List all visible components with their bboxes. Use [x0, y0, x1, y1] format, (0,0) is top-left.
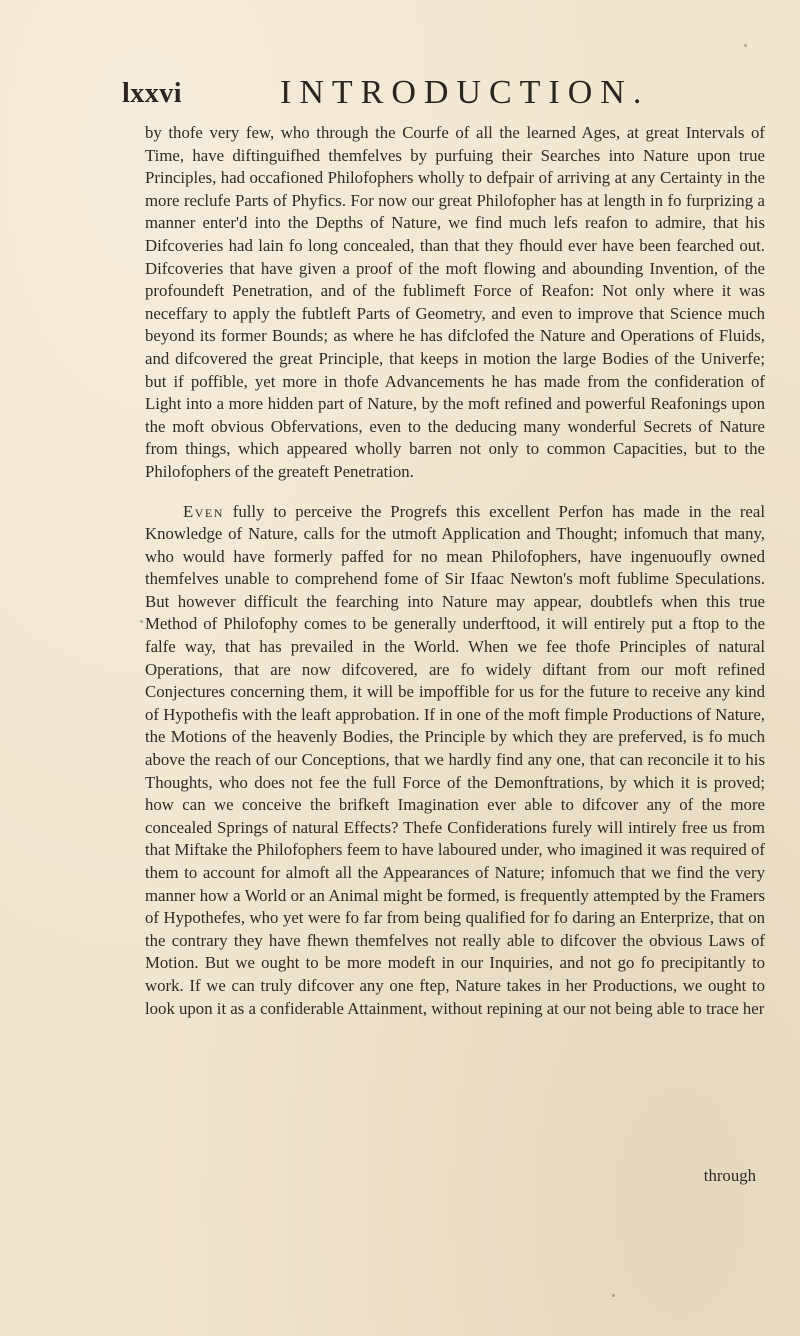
- paper-speck: [744, 44, 747, 47]
- page-header: [122, 70, 762, 118]
- page-number: lxxvi: [122, 78, 183, 109]
- body-text: [145, 122, 765, 1020]
- paragraph-2-lead-word: Even: [183, 501, 224, 521]
- paragraph-2: [145, 501, 765, 1021]
- paper-speck: [140, 620, 143, 623]
- running-head: INTRODUCTION.: [280, 74, 650, 111]
- paper-speck: [612, 1294, 615, 1297]
- paragraph-2-text: fully to perceive the Progrefs this excellent Perfon has made in the real Knowledge of Nature, calls for the utmoft Application and Thought; infomuch that many, who would have formerly paffed for no mean Philofophers, have ingenuoufly owned themfelves unable to comprehend fome of Sir Ifaac Newton's moft fublime Speculations. But however difficult the fearching into Nature may appear, doubtlefs when this true Method of Philofophy comes to be generally underftood, it will entirely put a ftop to the falfe way, that has prevailed in the World. When we fee thofe Principles of natural Operations, that are now difcovered, are fo widely diftant from our moft refined Conjectures concerning them, it will be impoffible for us for the future to receive any kind of Hypothefis with the leaft approbation. If in one of the moft fimple Productions of Nature, the Motions of the heavenly Bodies, the Principle by which they are preferved, is fo much above the reach of our Conceptions, that we hardly find any one, that can reconcile it to his Thoughts, who does not fee the full Force of the Demonftrations, by which it is proved; how can we conceive the brifkeft Imagination ever able to difcover any of the more concealed Springs of natural Effects? Thefe Confiderations furely will intirely free us from that Miftake the Philofophers feem to have laboured under, who imagined it was required of them to account for almoft all the Appearances of Nature; infomuch that we find the very manner how a World or an Animal might be formed, is frequently attempted by the Framers of Hypothefes, who yet were fo far from being qualified for fo daring an Enterprize, that on the contrary they have fhewn themfelves not really able to difcover the obvious Laws of Motion. But we ought to be more modeft in our Inquiries, and not go fo precipitantly to work. If we can truly difcover any one ftep, Nature takes in her Productions, we ought to look upon it as a confiderable Attainment, without repining at our not being able to trace her: [145, 501, 765, 1018]
- paragraph-1-text: by thofe very few, who through the Courfe of all the learned Ages, at great Intervals of Time, have diftinguifhed themfelves by purfuing their Searches into Nature upon true Principles, had occafioned Philofophers wholly to defpair of arriving at any Certainty in the more reclufe Parts of Phyfics. For now our great Philofopher has at length in fo furprizing a manner enter'd into the Depths of Nature, we find much lefs reafon to admire, that his Difcoveries had lain fo long concealed, than that they fhould ever have been fearched out. Difcoveries that have given a proof of the moft flowing and abounding Invention, of the profoundeft Penetration, and of the fublimeft Force of Reafon: Not only where it was neceffary to apply the fubtleft Parts of Geometry, and even to improve that Science much beyond its former Bounds; as where he has difclofed the Nature and Operations of Fluids, and difcovered the great Principle, that keeps in motion the large Bodies of the Univerfe; but if poffible, yet more in thofe Advancements he has made from the confideration of Light into a more hidden part of Nature, by the moft refined and powerful Reafonings upon the moft obvious Obfervations, even to the deducing many wonderful Secrets of Nature from things, which appeared wholly barren not only to common Capacities, but to the Philofophers of the greateft Penetration.: [145, 123, 765, 481]
- catchword: through: [703, 1166, 756, 1185]
- paragraph-1: [145, 122, 765, 484]
